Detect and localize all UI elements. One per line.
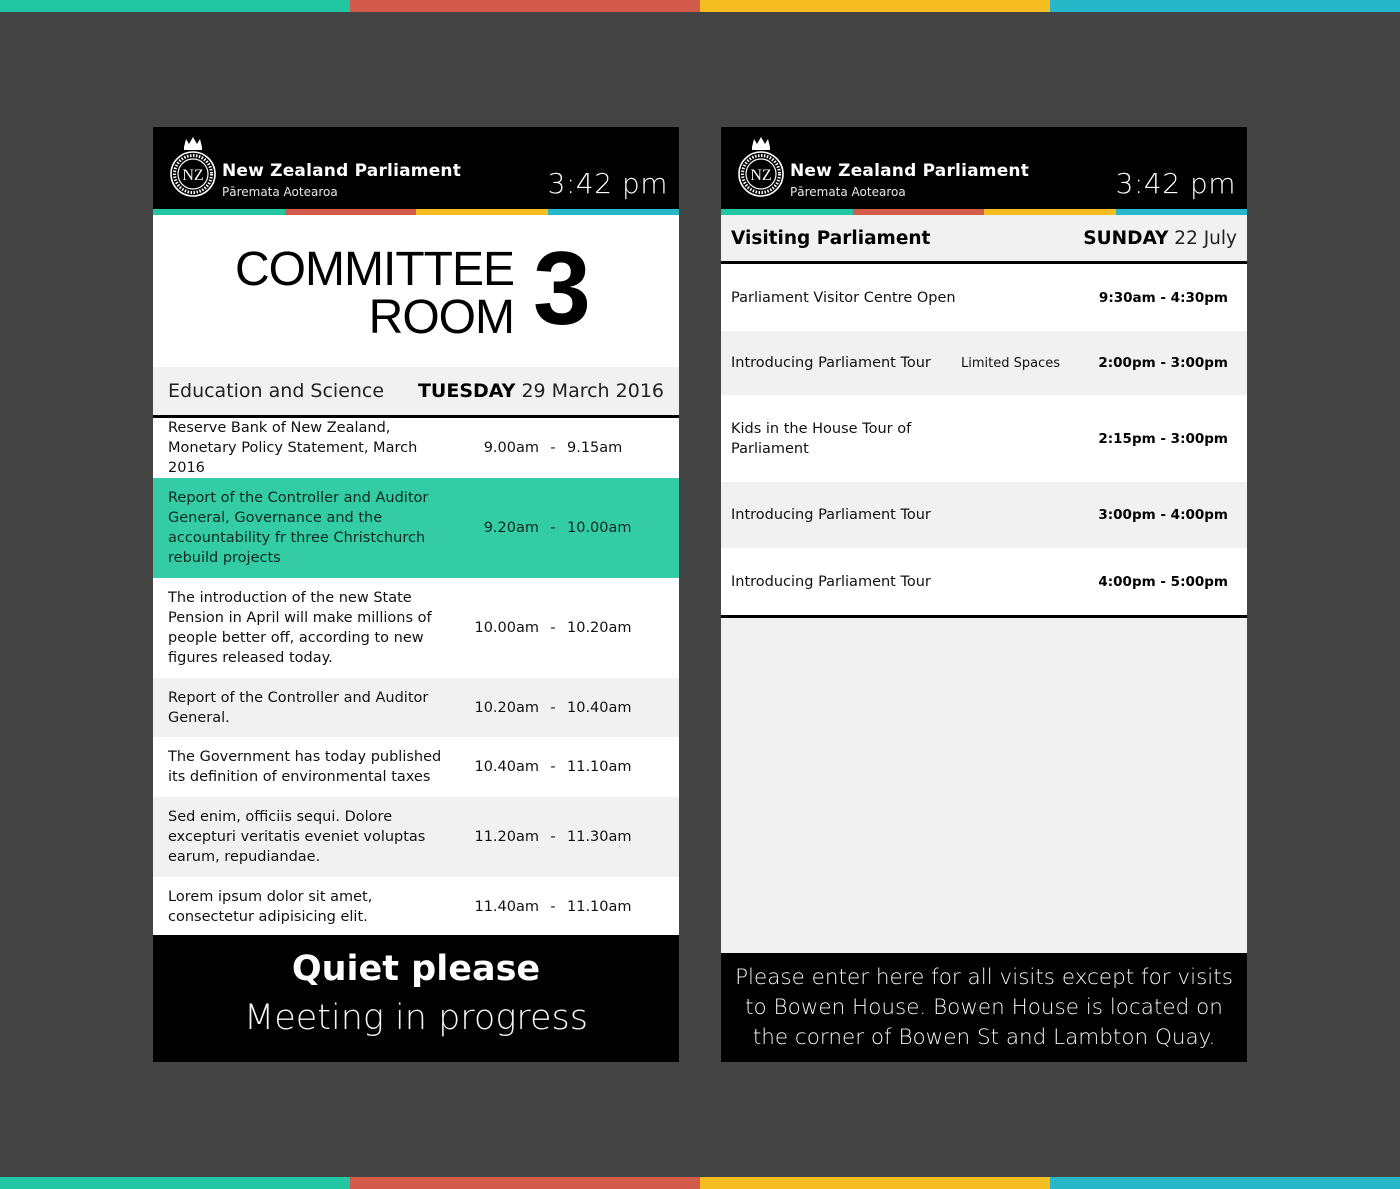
agenda-item-title: The introduction of the new State Pension in April will make millions of people better off, according to new figures released today. bbox=[168, 590, 432, 666]
svg-text:NZ: NZ bbox=[182, 167, 204, 184]
visit-item-time: 9:30am - 4:30pm bbox=[1098, 289, 1228, 306]
clock: 3:42 pm bbox=[1115, 167, 1236, 200]
agenda-item-title: Report of the Controller and Auditor General. bbox=[168, 689, 429, 726]
room-word-committee: COMMITTEE bbox=[235, 243, 514, 296]
agenda-item-separator: - bbox=[550, 620, 556, 636]
meeting-status-text: Meeting in progress bbox=[244, 998, 588, 1038]
agenda-item-title: Reserve Bank of New Zealand, Monetary Policy Statement, March 2016 bbox=[168, 420, 418, 476]
agenda-item-separator: - bbox=[550, 759, 556, 775]
agenda-item-title: Report of the Controller and Auditor General, Governance and the accountability fr three Christchurch rebuild projects bbox=[168, 490, 429, 566]
clock: 3:42 pm bbox=[547, 167, 668, 200]
agenda-item-end: 11.10am bbox=[567, 759, 632, 775]
visiting-date-text: 22 July bbox=[1174, 227, 1237, 249]
agenda-item bbox=[153, 578, 679, 678]
agenda-item-title: Sed enim, officiis sequi. Dolore excepturi veritatis eveniet voluptas earum, repudiandae. bbox=[168, 809, 426, 865]
committee-name: Education and Science bbox=[168, 380, 385, 402]
crest-icon bbox=[737, 135, 785, 197]
visit-item-title: Parliament Visitor Centre Open bbox=[731, 289, 956, 306]
bottom-color-stripe bbox=[0, 1177, 1400, 1189]
agenda-item-end: 9.15am bbox=[567, 440, 623, 456]
agenda-item-start: 9.00am bbox=[483, 440, 539, 456]
agenda-item-start: 9.20am bbox=[483, 520, 539, 536]
room-title bbox=[153, 215, 679, 367]
visit-item bbox=[721, 482, 1247, 548]
agenda-item-separator: - bbox=[550, 699, 556, 716]
crest-icon bbox=[169, 135, 217, 197]
org-subtitle: Pāremata Aotearoa bbox=[790, 185, 906, 199]
entry-info-footer: Please enter here for all visits except for visits to Bowen House. Bowen House is located on the corner of Bowen St and Lambton Quay. bbox=[721, 953, 1247, 1062]
visits-list bbox=[721, 264, 1247, 618]
visit-item-time: 2:00pm - 3:00pm bbox=[1098, 355, 1228, 371]
agenda-item bbox=[153, 797, 679, 877]
agenda-item-start: 10.20am bbox=[474, 699, 539, 716]
agenda-item-end: 11.30am bbox=[567, 829, 632, 845]
agenda-item bbox=[153, 737, 679, 797]
screen-header bbox=[721, 127, 1247, 209]
visiting-parliament-screen bbox=[721, 127, 1247, 1062]
visit-item-title: Kids in the House Tour of Parliament bbox=[731, 420, 912, 457]
meeting-date-text: 29 March 2016 bbox=[521, 380, 664, 402]
agenda-item-end: 10.20am bbox=[567, 620, 632, 636]
visiting-date bbox=[1083, 228, 1237, 249]
visiting-title: Visiting Parliament bbox=[731, 227, 931, 249]
visiting-day: SUNDAY bbox=[1083, 227, 1169, 249]
org-name: New Zealand Parliament bbox=[790, 161, 1030, 181]
agenda-item-separator: - bbox=[550, 898, 556, 915]
visit-item-title: Introducing Parliament Tour bbox=[731, 573, 931, 590]
agenda-item bbox=[153, 678, 679, 737]
quiet-please-text: Quiet please bbox=[291, 949, 541, 989]
visit-item bbox=[721, 395, 1247, 482]
screen-header bbox=[153, 127, 679, 209]
agenda-item-current bbox=[153, 478, 679, 578]
room-number: 3 bbox=[533, 231, 591, 347]
meeting-date bbox=[418, 380, 664, 402]
visit-item bbox=[721, 331, 1247, 395]
agenda-list bbox=[153, 418, 679, 936]
visit-item-note: Limited Spaces bbox=[961, 355, 1060, 371]
agenda-item-end: 11.10am bbox=[567, 898, 632, 915]
agenda-item-start: 11.40am bbox=[474, 898, 539, 915]
room-word-room: ROOM bbox=[368, 291, 514, 344]
agenda-item-start: 11.20am bbox=[474, 829, 539, 845]
visiting-subheader bbox=[721, 215, 1247, 264]
svg-text:NZ: NZ bbox=[750, 167, 772, 184]
agenda-item-separator: - bbox=[550, 440, 556, 456]
agenda-item-separator: - bbox=[550, 829, 556, 845]
visit-item bbox=[721, 548, 1247, 615]
agenda-item bbox=[153, 418, 679, 478]
agenda-item-separator: - bbox=[550, 520, 556, 536]
agenda-item-title: The Government has today published its definition of environmental taxes bbox=[168, 749, 442, 785]
agenda-item-end: 10.40am bbox=[567, 699, 632, 716]
agenda-item-end: 10.00am bbox=[567, 520, 632, 536]
committee-subheader bbox=[153, 367, 679, 418]
visit-item-time: 4:00pm - 5:00pm bbox=[1098, 573, 1228, 590]
agenda-item-start: 10.00am bbox=[474, 620, 539, 636]
meeting-day: TUESDAY bbox=[417, 380, 516, 402]
color-bar bbox=[721, 209, 1247, 215]
agenda-item bbox=[153, 877, 679, 936]
org-name: New Zealand Parliament bbox=[222, 161, 462, 181]
agenda-item-start: 10.40am bbox=[474, 759, 539, 775]
org-subtitle: Pāremata Aotearoa bbox=[222, 185, 338, 199]
visit-item-time: 3:00pm - 4:00pm bbox=[1098, 507, 1228, 523]
status-footer bbox=[153, 935, 679, 1062]
visit-item-title: Introducing Parliament Tour bbox=[731, 507, 931, 523]
committee-room-screen bbox=[153, 127, 679, 1062]
agenda-item-title: Lorem ipsum dolor sit amet, consectetur adipisicing elit. bbox=[168, 888, 373, 925]
visit-item bbox=[721, 264, 1247, 331]
visit-item-title: Introducing Parliament Tour bbox=[731, 355, 931, 371]
visit-item-time: 2:15pm - 3:00pm bbox=[1098, 430, 1228, 447]
top-color-stripe bbox=[0, 0, 1400, 12]
